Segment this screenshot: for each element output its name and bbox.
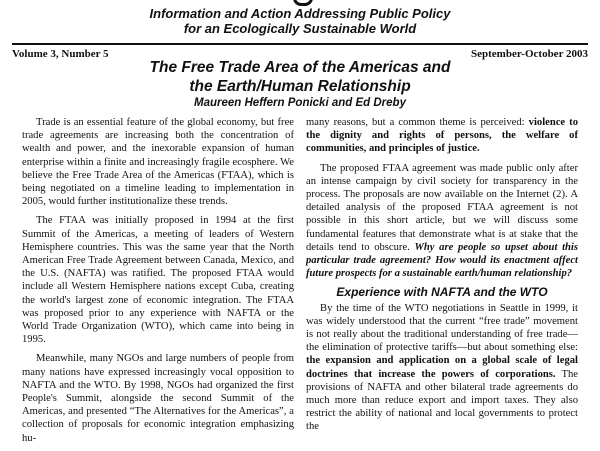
left-paragraph-2: The FTAA was initially proposed in 1994 at the first Summit of the Americas, a meeting of leaders of Western Hemisphere countries. This was the same year that the North American Free Trade Agreement between Canada, Mexico, and the U.S. (NAFTA) was ratified. The proposed FTAA would include all Western Hemisphere nations except Cuba, creating the world's largest zone of economic integration. The FTAA was proposed prior to any experience with NAFTA or the World Trade Organization (WTO), which came into being in 1995. xyxy=(22,215,294,346)
left-paragraph-1: Trade is an essential feature of the global economy, but free trade agreements are increasing both the concentration of wealth and power, and the inexorable expansion of human enterprise within a finite and increasingly fragile ecosphere. We believe the Free Trade Area of the Americas (FTAA), which is being negotiated on a timeline leading to implementation in 2005, would further institutionalize these trends. xyxy=(22,117,294,208)
right-p1-text: many reasons, but a common theme is perceived: xyxy=(306,117,529,128)
section-subhead: Experience with NAFTA and the WTO xyxy=(336,285,548,300)
right-p3-text: By the time of the WTO negotiations in Seattle in 1999, it was widely understood that the current “free trade” movement is not really about the traditional understanding of free trade—the elimination of protective tariffs—but about something else: xyxy=(306,302,578,354)
tagline-line-2: for an Ecologically Sustainable World xyxy=(183,21,417,36)
left-paragraph-3: Meanwhile, many NGOs and large numbers of people from many nations have expressed increasingly vocal opposition to NAFTA and the WTO. By 1998, NGOs had organized the first People's Summit, alongside the second Summit of the Americas, and presented “The Alternatives for the Americas”, a collection of proposals for economic integration emphasizing hu- xyxy=(22,353,294,444)
right-paragraph-3 xyxy=(306,302,578,434)
article-title-line-1: The Free Trade Area of the Americas and xyxy=(149,59,451,76)
masthead-tagline xyxy=(0,6,600,36)
right-p2-text: The proposed FTAA agreement was made public only after an intense campaign by civil society for transparency in the process. The proposals are now available on the Internet (2). A detailed analysis of the proposed FTAA agreement is not possible in this short article, but we will discuss some fundamental features that demonstrate what is at stake that the details tend to obscure. xyxy=(306,162,578,253)
right-p3-bold: the expansion and application on a global scale of legal doctrines that increase the powers of corporations. xyxy=(306,355,578,380)
right-p2-bold-italic: Why are people so upset about this particular trade agreement? How would its enactment affect future prospects for a sustainable earth/human relationship? xyxy=(306,241,578,280)
issue-volume: Volume 3, Number 5 xyxy=(12,48,109,60)
issue-date: September-October 2003 xyxy=(471,48,588,60)
article-right-column xyxy=(306,116,578,440)
right-p3-tail: The provisions of NAFTA and other bilateral trade agreements do much more than reduce export and import taxes. They also restrict the ability of national and local governments to protect the xyxy=(306,368,578,433)
tagline-line-1: Information and Action Addressing Public Policy xyxy=(149,6,451,21)
right-p1-bold: violence to the dignity and rights of persons, the welfare of communities, and principles of justice. xyxy=(306,117,578,155)
article-title xyxy=(0,58,600,96)
article-authors: Maureen Heffern Ponicki and Ed Dreby xyxy=(194,97,406,109)
right-paragraph-2 xyxy=(306,162,578,281)
right-paragraph-1 xyxy=(306,116,578,156)
article-title-line-2: the Earth/Human Relationship xyxy=(189,78,411,95)
article-left-column xyxy=(22,116,294,451)
